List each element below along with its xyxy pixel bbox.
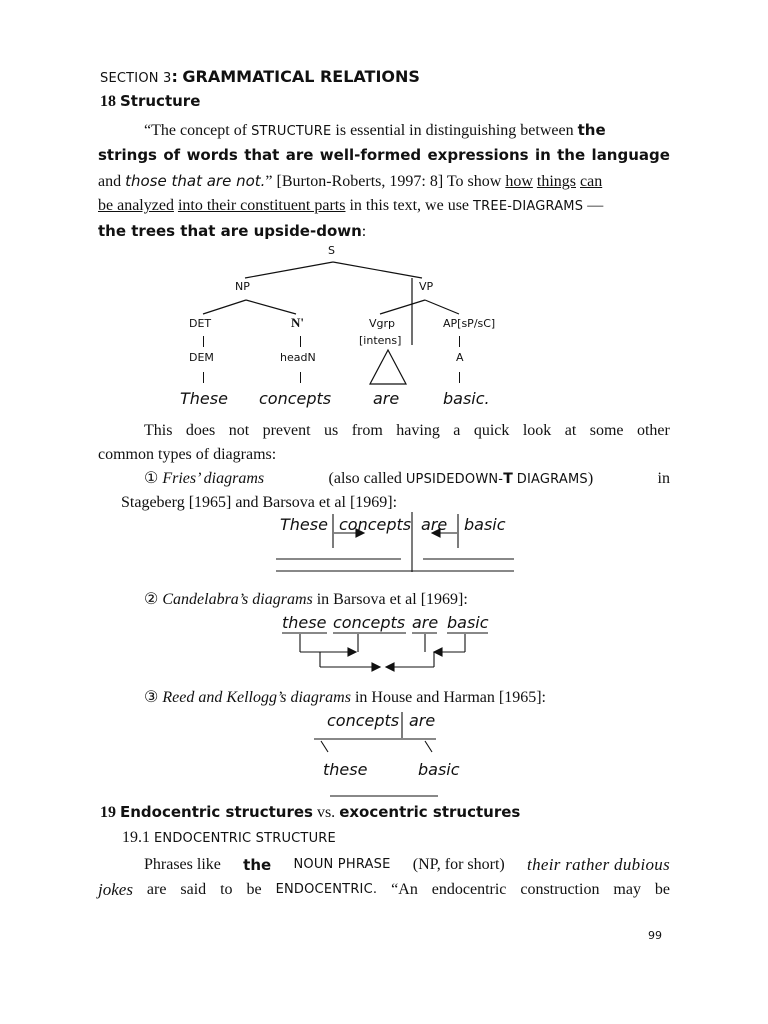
candelabra-word-basic: basic — [447, 613, 489, 632]
p2-word: from — [351, 422, 383, 439]
rk-word-are: are — [409, 711, 436, 730]
node-vp: VP — [419, 280, 434, 293]
node-intens: [intens] — [359, 334, 402, 347]
tree-word-are: are — [373, 389, 400, 408]
item-2-rest: in Barsova et al [1969]: — [316, 591, 468, 608]
paragraph-3-line-2 — [98, 878, 670, 902]
p1-into-parts: into their constituent parts — [177, 197, 346, 214]
p2-word: a — [453, 422, 461, 439]
heading-19-title-b: exocentric structures — [339, 803, 521, 821]
p1-word: the — [557, 146, 586, 164]
term-t: T — [503, 471, 513, 487]
node-n-bar: N' — [291, 315, 304, 330]
tree-word-basic: basic. — [443, 389, 490, 408]
p2-word: some — [589, 422, 624, 439]
p3-word: “An — [391, 881, 418, 898]
rk-word-these: these — [323, 760, 368, 779]
fries-word-are: are — [421, 515, 448, 534]
item-2-number: ② — [144, 591, 159, 608]
p3-word: endocentric — [431, 881, 507, 898]
page-number: 99 — [648, 929, 662, 942]
p1-word: that — [244, 146, 280, 164]
p3-jokes: jokes — [98, 880, 133, 899]
tree-word-concepts: concepts — [259, 389, 332, 408]
p1-things: things — [536, 173, 576, 190]
p3-the: the — [243, 856, 272, 874]
term-diagrams: DIAGRAMS — [516, 472, 588, 487]
fries-word-basic: basic — [464, 515, 506, 534]
heading-19-1 — [122, 829, 336, 847]
node-vgrp: Vgrp — [369, 317, 396, 330]
p3-word: are — [146, 881, 167, 898]
item-1-number: ① — [144, 470, 159, 487]
p1-citation: [Burton-Roberts, 1997: 8] To show — [276, 173, 502, 190]
section-label: SECTION 3 — [100, 71, 172, 86]
heading-19-1-title: ENDOCENTRIC STRUCTURE — [154, 831, 336, 846]
term-noun-phrase: NOUN PHRASE — [293, 857, 391, 872]
p2-word: does — [185, 422, 216, 439]
p1-word: strings — [98, 146, 157, 164]
p2-word: having — [396, 422, 440, 439]
item-3-rest: in House and Harman [1965]: — [354, 689, 546, 706]
item-3-name: Reed and Kellogg’s diagrams — [162, 689, 351, 706]
p1-the: the — [577, 121, 606, 139]
item-2-name: Candelabra’s diagrams — [162, 591, 313, 608]
p1-be-analyzed: be analyzed — [98, 197, 174, 214]
paragraph-3-line-1 — [98, 853, 670, 877]
p1-word: of — [163, 146, 181, 164]
p3-word: may — [613, 881, 641, 898]
node-a: A — [456, 351, 464, 364]
p3-word: be — [654, 881, 670, 898]
term-endocentric: ENDOCENTRIC. — [275, 882, 378, 897]
p3-np-short: (NP, for short) — [412, 856, 505, 873]
p1-word: words — [186, 146, 238, 164]
paragraph-2-line-2: common types of diagrams: — [98, 446, 277, 463]
p1-trees-line: the trees that are upside-down — [98, 222, 362, 240]
heading-19-title-a: Endocentric structures — [120, 803, 313, 821]
term-upsidedown: UPSIDEDOWN- — [405, 472, 504, 487]
p1-dash: — — [587, 197, 604, 214]
p1-word: are — [285, 146, 314, 164]
p1-word: language — [591, 146, 670, 164]
term-tree-diagrams: TREE-DIAGRAMS — [473, 199, 584, 214]
term-structure: STRUCTURE — [251, 124, 332, 139]
p3-word: said — [180, 881, 207, 898]
p1-not-formed: those that are not. — [125, 172, 266, 190]
p1-text-b: is essential in distinguishing between — [335, 122, 574, 139]
node-ap: AP[sP/sC] — [443, 317, 496, 330]
p3-phrases: Phrases like — [144, 856, 221, 873]
p3-word: be — [246, 881, 262, 898]
p1-can: can — [580, 173, 603, 190]
node-s: S — [328, 244, 335, 257]
section-title: GRAMMATICAL RELATIONS — [182, 67, 420, 86]
candelabra-word-are: are — [412, 613, 439, 632]
p3-example: their rather dubious — [527, 855, 670, 874]
p2-word: prevent — [262, 422, 311, 439]
item-1-in: in — [657, 470, 670, 487]
candelabra-word-these: these — [282, 613, 327, 632]
item-1-name: Fries’ diagrams — [162, 470, 265, 487]
p1-text-c: in this text, we use — [349, 197, 470, 214]
p1-and: and — [98, 173, 122, 190]
p1-word: in — [534, 146, 551, 164]
p1-close-quote: ” — [265, 173, 273, 190]
p1-word: expressions — [427, 146, 529, 164]
heading-19-1-number: 19.1 — [122, 829, 150, 846]
heading-19-number: 19 — [100, 804, 116, 821]
p1-how: how — [505, 173, 533, 190]
heading-18-number: 18 — [100, 93, 116, 110]
p2-word: other — [636, 422, 670, 439]
p2-word: not — [228, 422, 250, 439]
heading-18-title: Structure — [120, 92, 201, 110]
p2-word: look — [522, 422, 552, 439]
rk-word-basic: basic — [418, 760, 460, 779]
heading-19 — [100, 803, 520, 822]
p1-word: well-formed — [319, 146, 422, 164]
p2-word: quick — [473, 422, 510, 439]
node-headn: headN — [280, 351, 316, 364]
rk-word-concepts: concepts — [327, 711, 400, 730]
p1-text-a: “The concept of — [144, 122, 248, 139]
item-1-close: ) — [587, 470, 594, 487]
p2-word: at — [564, 422, 577, 439]
heading-19-vs: vs. — [316, 804, 336, 821]
p2-word: This — [144, 422, 173, 439]
p3-word: construction — [520, 881, 600, 898]
section-colon: : — [171, 67, 178, 86]
item-1-line-2: Stageberg [1965] and Barsova et al [1969]: — [121, 494, 398, 511]
node-det: DET — [189, 317, 212, 330]
fries-word-these: These — [280, 515, 328, 534]
p3-word: to — [220, 881, 233, 898]
item-3-number: ③ — [144, 689, 159, 706]
tree-word-these: These — [180, 389, 228, 408]
item-1-also: (also called — [328, 470, 402, 487]
candelabra-word-concepts: concepts — [333, 613, 406, 632]
node-dem: DEM — [189, 351, 214, 364]
node-np: NP — [235, 280, 250, 293]
p1-colon: : — [361, 223, 367, 240]
fries-word-concepts: concepts — [339, 515, 412, 534]
p2-word: us — [324, 422, 339, 439]
